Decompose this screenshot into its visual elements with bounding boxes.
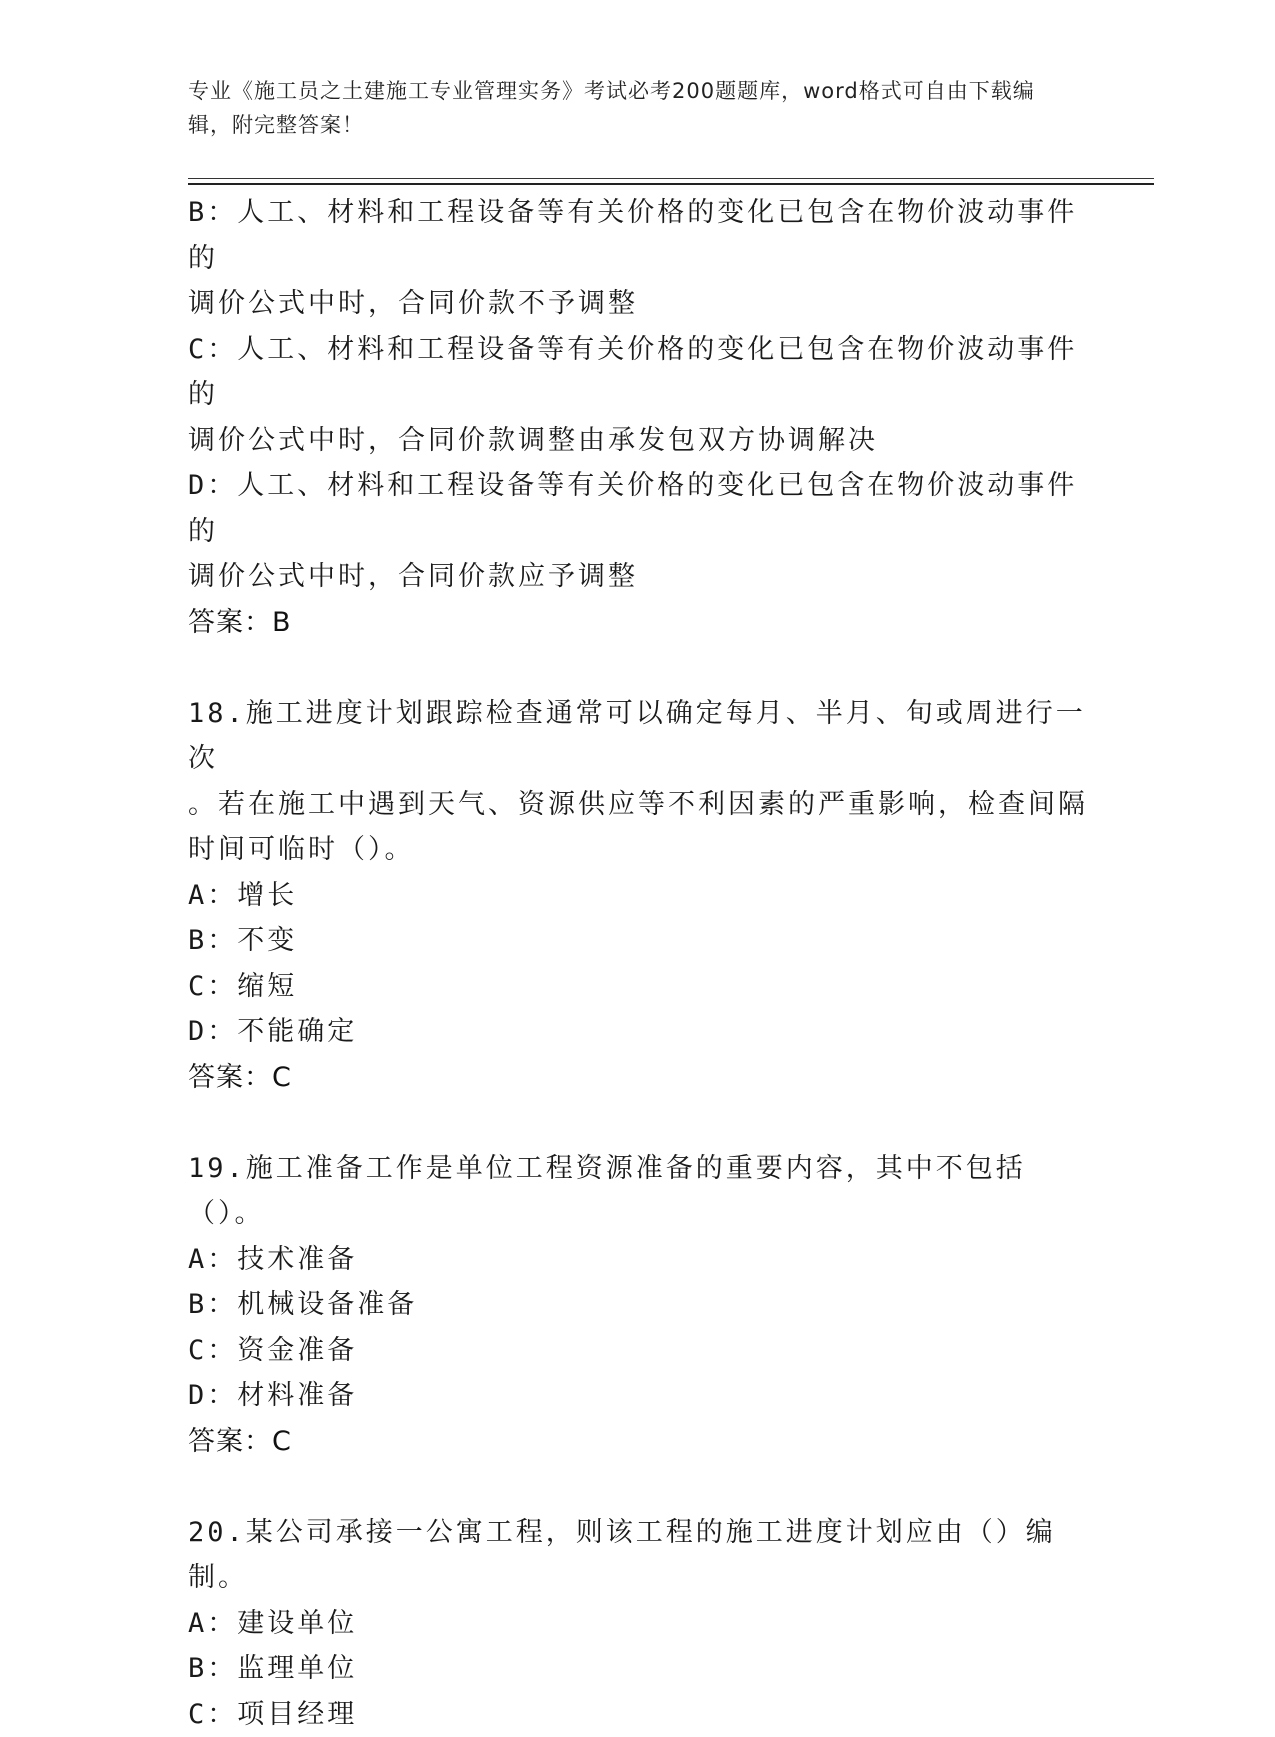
answer-19: 答案：C: [188, 1419, 1088, 1465]
option-d-line-1: D：人工、材料和工程设备等有关价格的变化已包含在物价波动事件的: [188, 463, 1088, 554]
header-divider-thin: [188, 178, 1154, 179]
question-19-option-b: B：机械设备准备: [188, 1282, 1088, 1328]
question-17-tail: [188, 190, 1088, 645]
question-18-option-b: B：不变: [188, 918, 1088, 964]
question-18: [188, 691, 1088, 1101]
option-d-line-2: 调价公式中时，合同价款应予调整: [188, 554, 1088, 600]
question-20-stem: 20.某公司承接一公寓工程，则该工程的施工进度计划应由（）编制。: [188, 1510, 1088, 1601]
spacer: [188, 645, 1088, 691]
question-20-option-c: C：项目经理: [188, 1692, 1088, 1737]
question-18-stem-line-1: 18.施工进度计划跟踪检查通常可以确定每月、半月、旬或周进行一次: [188, 691, 1088, 782]
spacer: [188, 1100, 1088, 1146]
option-b-line-1: B：人工、材料和工程设备等有关价格的变化已包含在物价波动事件的: [188, 190, 1088, 281]
question-19-stem: 19.施工准备工作是单位工程资源准备的重要内容，其中不包括（）。: [188, 1146, 1088, 1237]
question-20-option-b: B：监理单位: [188, 1646, 1088, 1692]
question-18-option-c: C：缩短: [188, 964, 1088, 1010]
question-19: [188, 1146, 1088, 1465]
spacer: [188, 1464, 1088, 1510]
option-c-line-1: C：人工、材料和工程设备等有关价格的变化已包含在物价波动事件的: [188, 327, 1088, 418]
option-b-line-2: 调价公式中时，合同价款不予调整: [188, 281, 1088, 327]
question-20-option-a: A：建设单位: [188, 1601, 1088, 1647]
answer-18: 答案：C: [188, 1055, 1088, 1101]
answer-17: 答案：B: [188, 600, 1088, 646]
question-19-option-d: D：材料准备: [188, 1373, 1088, 1419]
question-18-option-a: A：增长: [188, 873, 1088, 919]
document-body: [188, 190, 1088, 1737]
question-18-stem-line-3: 时间可临时（）。: [188, 827, 1088, 873]
question-19-option-a: A：技术准备: [188, 1237, 1088, 1283]
header-divider-thick: [188, 183, 1154, 185]
question-18-option-d: D：不能确定: [188, 1009, 1088, 1055]
question-20: [188, 1510, 1088, 1737]
question-19-option-c: C：资金准备: [188, 1328, 1088, 1374]
question-18-stem-line-2: 。若在施工中遇到天气、资源供应等不利因素的严重影响，检查间隔: [188, 782, 1088, 828]
document-header: 专业《施工员之土建施工专业管理实务》考试必考200题题库，word格式可自由下载编辑，附完整答案！: [188, 74, 1078, 142]
option-c-line-2: 调价公式中时，合同价款调整由承发包双方协调解决: [188, 418, 1088, 464]
